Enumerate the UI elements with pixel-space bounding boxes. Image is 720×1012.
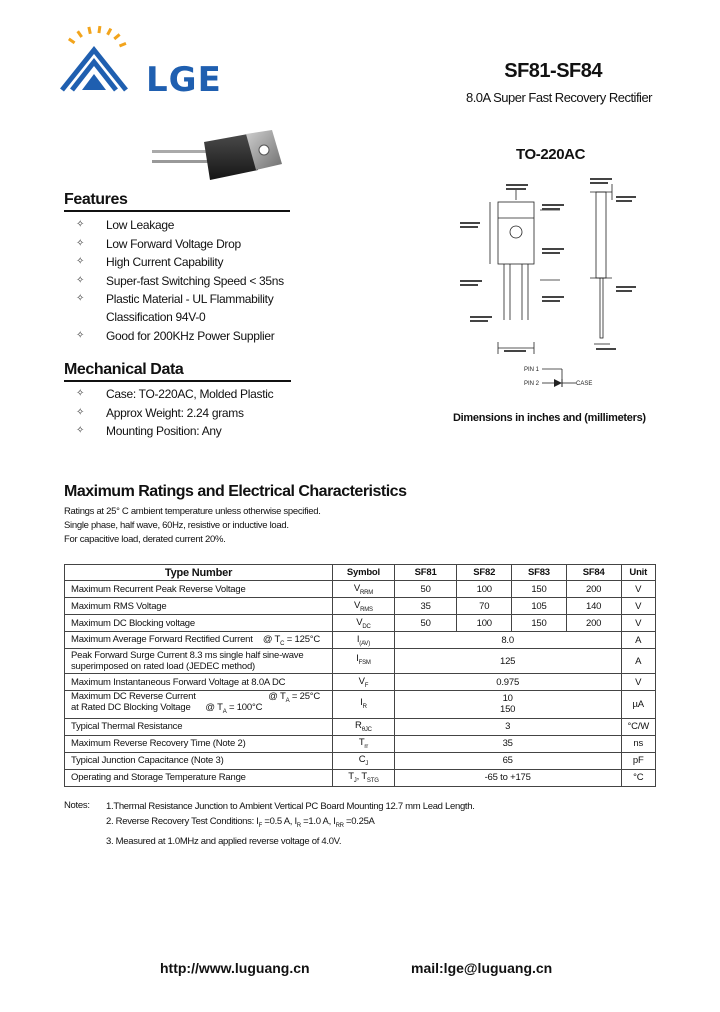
condition-line: Single phase, half wave, 60Hz, resistive or inductive load. <box>64 520 289 531</box>
header-symbol: Symbol <box>333 565 395 581</box>
table-row <box>65 735 656 752</box>
cell-value: 105 <box>512 598 567 615</box>
symbol-trr: $T_{rr}$ <box>333 735 395 752</box>
sparkle-bullet-icon: ✧ <box>76 237 85 249</box>
cell-unit: A <box>621 632 656 649</box>
list-item: ✧ Super-fast Switching Speed < 35ns <box>76 273 284 288</box>
note-item: 3. Measured at 1.0MHz and applied reverse voltage of 4.0V. <box>106 835 342 847</box>
param-vrms: Maximum RMS Voltage <box>65 598 333 615</box>
cell-value: 0.975 <box>394 674 621 691</box>
cell-value: 100 <box>457 615 512 632</box>
symbol-cj: $C_J$ <box>333 752 395 769</box>
cell-unit: ns <box>621 735 656 752</box>
cell-unit: °C/W <box>621 718 656 735</box>
sparkle-bullet-icon: ✧ <box>76 329 85 341</box>
dimensions-caption: Dimensions in inches and (millimeters) <box>453 412 646 424</box>
list-item: ✧ Low Forward Voltage Drop <box>76 236 241 251</box>
param-tj: Operating and Storage Temperature Range <box>65 769 333 786</box>
param-ifsm: Peak Forward Surge Current 8.3 ms single half sine-wave superimposed on rated load (JEDEC method) <box>65 649 333 674</box>
condition-line: For capacitive load, derated current 20%. <box>64 534 226 545</box>
logo-text: LGE <box>146 60 222 100</box>
cell-value: 125 <box>394 649 621 674</box>
ratings-conditions <box>64 505 321 547</box>
symbol-tj: $T_J$, $T_{STG}$ <box>333 769 395 786</box>
package-outline-drawing <box>450 170 650 395</box>
header-sf83: SF83 <box>512 565 567 581</box>
to220-package-icon <box>148 130 288 190</box>
cell-value: 50 <box>394 581 457 598</box>
pin1-label: PIN 1 <box>524 367 540 373</box>
cell-value: 70 <box>457 598 512 615</box>
list-item: ✧ Case: TO-220AC, Molded Plastic <box>76 387 274 401</box>
package-title: TO-220AC <box>516 146 586 163</box>
list-item: ✧ Plastic Material - UL Flammability Classification 94V-0 <box>76 292 274 324</box>
cell-unit: V <box>621 615 656 632</box>
cell-value: 35 <box>394 735 621 752</box>
symbol-vf: $V_F$ <box>333 674 395 691</box>
component-illustration <box>148 130 288 190</box>
cell-value: 3 <box>394 718 621 735</box>
param-cj: Typical Junction Capacitance (Note 3) <box>65 752 333 769</box>
table-row <box>65 615 656 632</box>
table-row <box>65 649 656 674</box>
pin2-label: PIN 2 <box>524 381 540 387</box>
header-unit: Unit <box>621 565 656 581</box>
cell-value: 50 <box>394 615 457 632</box>
ratings-table <box>64 564 656 787</box>
param-trr: Maximum Reverse Recovery Time (Note 2) <box>65 735 333 752</box>
table-row <box>65 718 656 735</box>
sparkle-bullet-icon: ✧ <box>76 219 85 230</box>
sparkle-bullet-icon: ✧ <box>76 293 85 304</box>
sparkle-bullet-icon: ✧ <box>76 388 85 399</box>
cell-value: 150 <box>512 615 567 632</box>
note-item: 1.Thermal Resistance Junction to Ambient Vertical PC Board Mounting 12.7 mm Lead Length. <box>106 801 475 812</box>
list-item: ✧ High Current Capability <box>76 255 224 269</box>
param-vdc: Maximum DC Blocking voltage <box>65 615 333 632</box>
diode-symbol-icon <box>554 379 562 387</box>
cell-value: 200 <box>566 581 621 598</box>
cell-unit: °C <box>621 769 656 786</box>
sparkle-bullet-icon: ✧ <box>76 274 85 286</box>
to220ac-outline-diagram <box>450 170 650 395</box>
website-link[interactable]: http://www.luguang.cn <box>160 960 310 976</box>
symbol-ifsm: $I_{FSM}$ <box>333 649 395 674</box>
table-row <box>65 581 656 598</box>
symbol-vrrm: $V_{RRM}$ <box>333 581 395 598</box>
features-list <box>64 216 324 345</box>
table-row <box>65 691 656 719</box>
symbol-vrms: $V_{RMS}$ <box>333 598 395 615</box>
symbol-iav: $I_{(AV)}$ <box>333 632 395 649</box>
mechanical-list <box>64 385 324 441</box>
notes-label: Notes: <box>64 800 90 811</box>
cell-unit: pF <box>621 752 656 769</box>
param-vf: Maximum Instantaneous Forward Voltage at 8.0A DC <box>65 674 333 691</box>
table-row <box>65 769 656 786</box>
cell-value: 200 <box>566 615 621 632</box>
list-item: ✧ Approx Weight: 2.24 grams <box>76 405 244 420</box>
table-row <box>65 632 656 649</box>
param-rth: Typical Thermal Resistance <box>65 718 333 735</box>
symbol-vdc: $V_{DC}$ <box>333 615 395 632</box>
sparkle-bullet-icon: ✧ <box>76 406 85 418</box>
table-row <box>65 674 656 691</box>
mechanical-heading: Mechanical Data <box>64 361 291 382</box>
table-header-row <box>65 565 656 581</box>
email-link[interactable]: mail:lge@luguang.cn <box>411 960 553 976</box>
company-logo <box>56 24 236 104</box>
param-vrrm: Maximum Recurrent Peak Reverse Voltage <box>65 581 333 598</box>
sparkle-bullet-icon: ✧ <box>76 256 85 267</box>
ratings-heading: Maximum Ratings and Electrical Characteristics <box>64 483 407 500</box>
cell-unit: µA <box>621 691 656 719</box>
cell-value: 100 <box>457 581 512 598</box>
cell-value: 35 <box>394 598 457 615</box>
case-label: CASE <box>576 381 593 387</box>
header-sf82: SF82 <box>457 565 512 581</box>
symbol-ir: $I_R$ <box>333 691 395 719</box>
note-item: 2. Reverse Recovery Test Conditions: $I_F =0.5$ A, $I_R =1.0$ A, $I_{RR} =0.25A$ <box>106 816 375 829</box>
document-subtitle: 8.0A Super Fast Recovery Rectifier <box>465 90 652 105</box>
part-number: SF81-SF84 <box>504 60 602 82</box>
param-ir: Maximum DC Reverse Current @ $T_A = 25^\circ C$ at Rated DC Blocking Voltage @ $T_A = 100^\circ C$ <box>65 691 333 719</box>
cell-value: 8.0 <box>394 632 621 649</box>
header-type-number: Type Number <box>65 565 333 581</box>
header-sf84: SF84 <box>566 565 621 581</box>
cell-unit: V <box>621 674 656 691</box>
list-item: ✧ Good for 200KHz Power Supplier <box>76 328 275 343</box>
cell-value: -65 to +175 <box>394 769 621 786</box>
param-iav: Maximum Average Forward Rectified Current @ $T_C = 125^\circ C$ <box>65 632 333 649</box>
symbol-rth: $R_{\theta JC}$ <box>333 718 395 735</box>
table-row <box>65 598 656 615</box>
cell-value: 65 <box>394 752 621 769</box>
cell-value: 140 <box>566 598 621 615</box>
list-item: ✧ Mounting Position: Any <box>76 424 222 438</box>
cell-value: 150 <box>512 581 567 598</box>
list-item: ✧ Low Leakage <box>76 218 175 232</box>
features-heading: Features <box>64 191 290 212</box>
sparkle-bullet-icon: ✧ <box>76 425 85 436</box>
cell-unit: A <box>621 649 656 674</box>
cell-unit: V <box>621 581 656 598</box>
header-sf81: SF81 <box>394 565 457 581</box>
cell-value: 10 150 <box>394 691 621 719</box>
notes-section <box>64 800 475 850</box>
table-row <box>65 752 656 769</box>
cell-unit: V <box>621 598 656 615</box>
condition-line: Ratings at 25° C ambient temperature unless otherwise specified. <box>64 506 321 517</box>
